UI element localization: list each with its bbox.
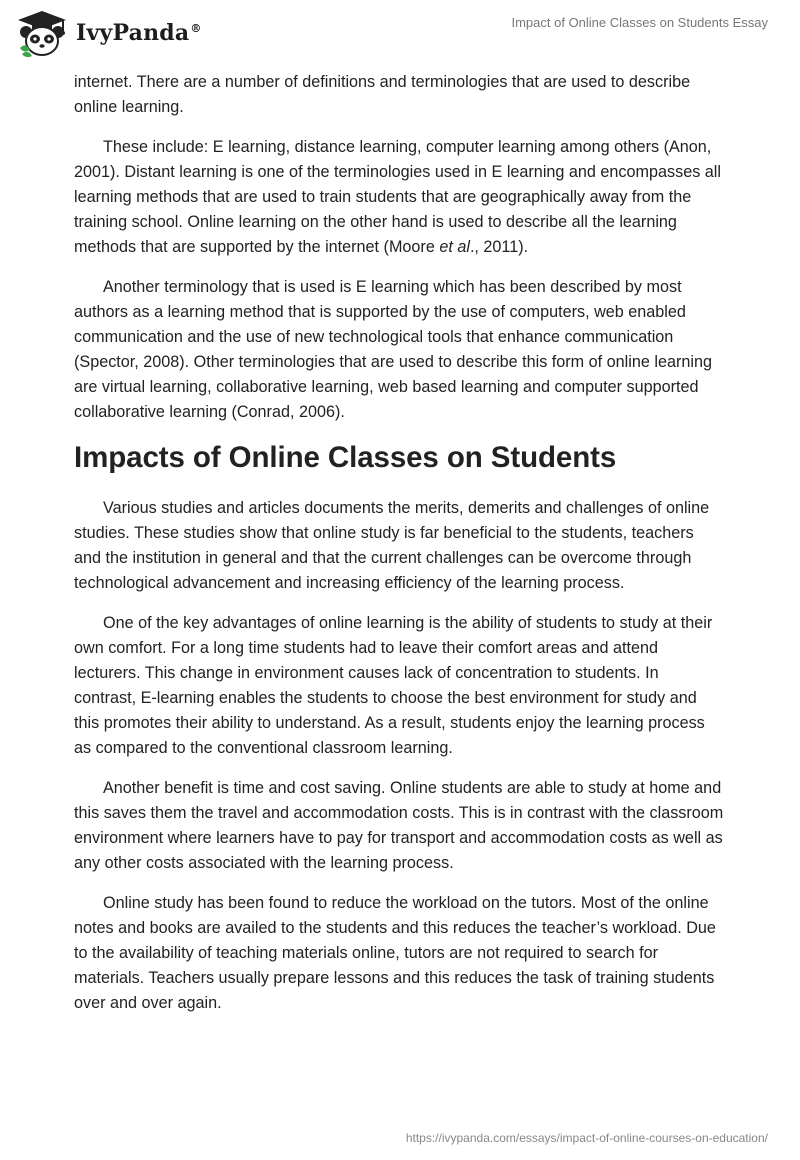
paragraph: One of the key advantages of online learning is the ability of students to study at their own comfort. For a long time students had to leave their comfort areas and attend lecturers. This change in environment causes lack of concentration to students. In contrast, E-learning enables the students to choose the best environment for study and this promotes their ability to understand. As a result, students enjoy the learning process as compared to the conventional classroom learning.	[74, 614, 713, 757]
paragraph: Various studies and articles documents the merits, demerits and challenges of online studies. These studies show that online study is far beneficial to the students, teachers and the institution in general and that the current challenges can be overcome through technological advancement and increasing efficiency of the learning process.	[74, 499, 710, 592]
document-title: Impact of Online Classes on Students Essay	[511, 15, 768, 30]
source-url[interactable]: https://ivypanda.com/essays/impact-of-online-courses-on-education/	[405, 1131, 768, 1145]
page-header	[0, 0, 800, 64]
panda-graduate-icon	[14, 8, 70, 58]
paragraph: These include: E learning, distance learning, computer learning among others (Anon, 2001). Distant learning is one of the terminologies used in E learning and encompasses all learning methods that are used to train students that are geographically away from the training school. Online learning on the other hand is used to describe all the learning methods that are supported by the internet (Moore et al., 2011).	[74, 138, 721, 256]
article-body	[74, 70, 724, 1031]
paragraph: Online study has been found to reduce the workload on the tutors. Most of the online notes and books are availed to the students and this reduces the teacher’s workload. Due to the availability of teaching materials online, tutors are not required to search for materials. Teachers usually prepare lessons and this reduces the task of training students over and over again.	[74, 894, 716, 1012]
brand-name: IvyPanda®	[76, 20, 202, 46]
section-heading: Impacts of Online Classes on Students	[74, 441, 617, 474]
paragraph: Another benefit is time and cost saving. Online students are able to study at home and this saves them the travel and accommodation costs. This is in contrast with the classroom environment where learners have to pay for transport and accommodation costs as well as any other costs associated with the learning process.	[74, 779, 724, 872]
paragraph: Another terminology that is used is E learning which has been described by most authors as a learning method that is supported by the use of computers, web enabled communication and the use of new technological tools that enhance communication (Spector, 2008). Other terminologies that are used to describe this form of online learning are virtual learning, collaborative learning, web based learning and computer supported collaborative learning (Conrad, 2006).	[74, 278, 712, 421]
paragraph: internet. There are a number of definitions and terminologies that are used to describe online learning.	[74, 73, 691, 116]
ivypanda-logo[interactable]	[14, 8, 202, 58]
